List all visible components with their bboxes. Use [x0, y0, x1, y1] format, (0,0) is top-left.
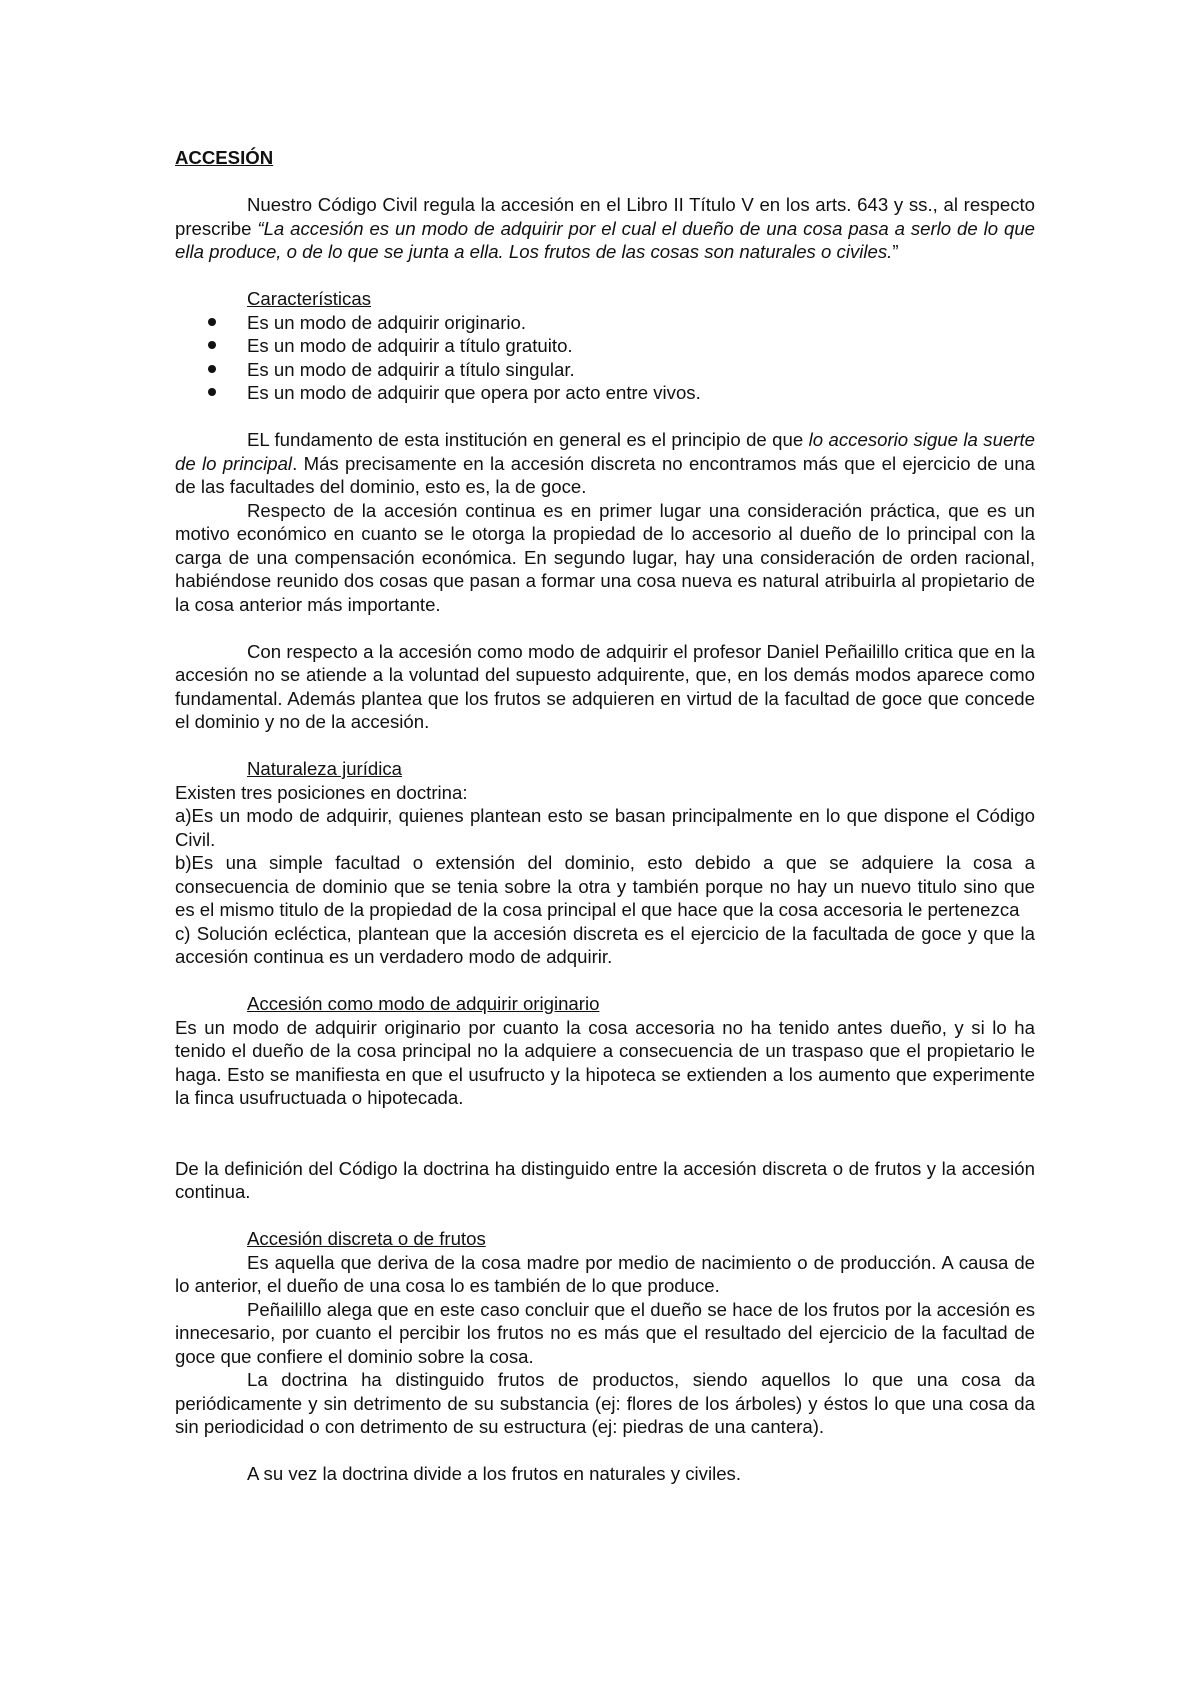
bullet-icon: [208, 318, 216, 326]
intro-lead: Nuestro Código Civil regula la accesión en el Libro II Título V en los arts. 643 y ss., al respecto prescribe: [175, 194, 1035, 239]
discreta-paragraph-3: La doctrina ha distinguido frutos de productos, siendo aquellos lo que una cosa da periódicamente y sin detrimento de su substancia (ej: flores de los árboles) y éstos lo que una cosa da sin periodicidad o con detrimento de su estructura (ej: piedras de una cantera).: [175, 1369, 1035, 1437]
spacer: [175, 405, 1035, 429]
fundamento-lead: EL fundamento de esta institución en general es el principio de que: [247, 429, 809, 450]
fundamento-italic: lo accesorio sigue la suerte de lo principal: [175, 429, 1035, 474]
document-page: [175, 146, 1035, 1486]
intro-quote-close: ”: [892, 241, 899, 262]
intro-paragraph: [175, 193, 1035, 264]
list-item-text: Es un modo de adquirir a título singular.: [247, 358, 575, 380]
list-item: [175, 381, 1035, 405]
originario-heading: Accesión como modo de adquirir originario: [247, 993, 600, 1014]
naturaleza-option-c: c) Solución ecléctica, plantean que la accesión discreta es el ejercicio de la facultada de goce y que la accesión continua es un verdadero modo de adquirir.: [175, 922, 1035, 967]
bullet-icon: [208, 365, 216, 373]
naturaleza-option-b: b)Es una simple facultad o extensión del dominio, esto debido a que se adquiere la cosa a consecuencia de dominio que se tenia sobre la otra y también porque no hay un nuevo titulo sino que es el mismo titulo de la propiedad de la cosa principal el que hace que la cosa accesoria le pertenezca: [175, 852, 1035, 920]
fundamento-paragraph: [175, 428, 1035, 499]
spacer: [175, 1439, 1035, 1463]
definicion-paragraph: De la definición del Código la doctrina ha distinguido entre la accesión discreta o de frutos y la accesión continua.: [175, 1157, 1035, 1202]
naturaleza-option-a: a)Es un modo de adquirir, quienes plantean esto se basan principalmente en lo que dispone el Código Civil.: [175, 805, 1035, 850]
bullet-icon: [208, 341, 216, 349]
discreta-paragraph-2: Peñailillo alega que en este caso concluir que el dueño se hace de los frutos por la accesión es innecesario, por cuanto el percibir los frutos no es más que el resultado del ejercicio de la facultad de goce que confiere el dominio sobre la cosa.: [175, 1298, 1035, 1367]
intro-quote: “La accesión es un modo de adquirir por el cual el dueño de una cosa pasa a serlo de lo que ella produce, o de lo que se junta a ella. Los frutos de las cosas son naturales o civiles.: [175, 217, 1036, 262]
document-title: ACCESIÓN: [175, 147, 274, 168]
discreta-paragraph-4: A su vez la doctrina divide a los frutos en naturales y civiles.: [247, 1463, 742, 1484]
list-item-text: Es un modo de adquirir que opera por acto entre vivos.: [247, 382, 701, 403]
spacer: [175, 264, 1035, 288]
list-item-text: Es un modo de adquirir a título gratuito.: [247, 335, 573, 356]
continua-paragraph: Respecto de la accesión continua es en primer lugar una consideración práctica, que es un motivo económico en cuanto se le otorga la propiedad de lo accesorio al dueño de lo principal con la carga de una compensación económica. En segundo lugar, hay una consideración de orden racional, habiéndose reunido dos cosas que pasan a formar una cosa nueva es natural atribuirla al propietario de la cosa anterior más importante.: [175, 499, 1035, 615]
caracteristicas-heading: Características: [247, 288, 371, 309]
naturaleza-intro: Existen tres posiciones en doctrina:: [175, 781, 468, 803]
bullet-icon: [208, 388, 216, 396]
penailillo-paragraph: Con respecto a la accesión como modo de adquirir el profesor Daniel Peñailillo critica que en la accesión no se atiende a la voluntad del supuesto adquirente, que, en los demás modos aparece como fundamental. Además plantea que los frutos se adquieren en virtud de la facultad de goce que concede el dominio y no de la accesión.: [175, 640, 1035, 732]
list-item: [175, 311, 1035, 335]
fundamento-rest: . Más precisamente en la accesión discreta no encontramos más que el ejercicio de una de las facultades del dominio, esto es, la de goce.: [175, 452, 1036, 497]
list-item: [175, 334, 1035, 358]
spacer: [175, 1110, 1035, 1157]
discreta-paragraph-1: Es aquella que deriva de la cosa madre por medio de nacimiento o de producción. A causa de lo anterior, el dueño de una cosa lo es también de lo que produce.: [175, 1251, 1035, 1296]
originario-paragraph: Es un modo de adquirir originario por cuanto la cosa accesoria no ha tenido antes dueño, y si lo ha tenido el dueño de la cosa principal no la adquiere a consecuencia de un traspaso que el propietario le haga. Esto se manifiesta en que el usufructo y la hipoteca se extienden a los aumento que experimente la finca usufructuada o hipotecada.: [175, 1016, 1035, 1108]
naturaleza-heading: Naturaleza jurídica: [247, 758, 403, 779]
caracteristicas-list: [175, 311, 1035, 405]
spacer: [175, 616, 1035, 640]
spacer: [175, 734, 1035, 758]
list-item-text: Es un modo de adquirir originario.: [247, 311, 527, 333]
spacer: [175, 1204, 1035, 1228]
discreta-heading: Accesión discreta o de frutos: [247, 1228, 486, 1249]
spacer: [175, 969, 1035, 993]
list-item: [175, 358, 1035, 382]
